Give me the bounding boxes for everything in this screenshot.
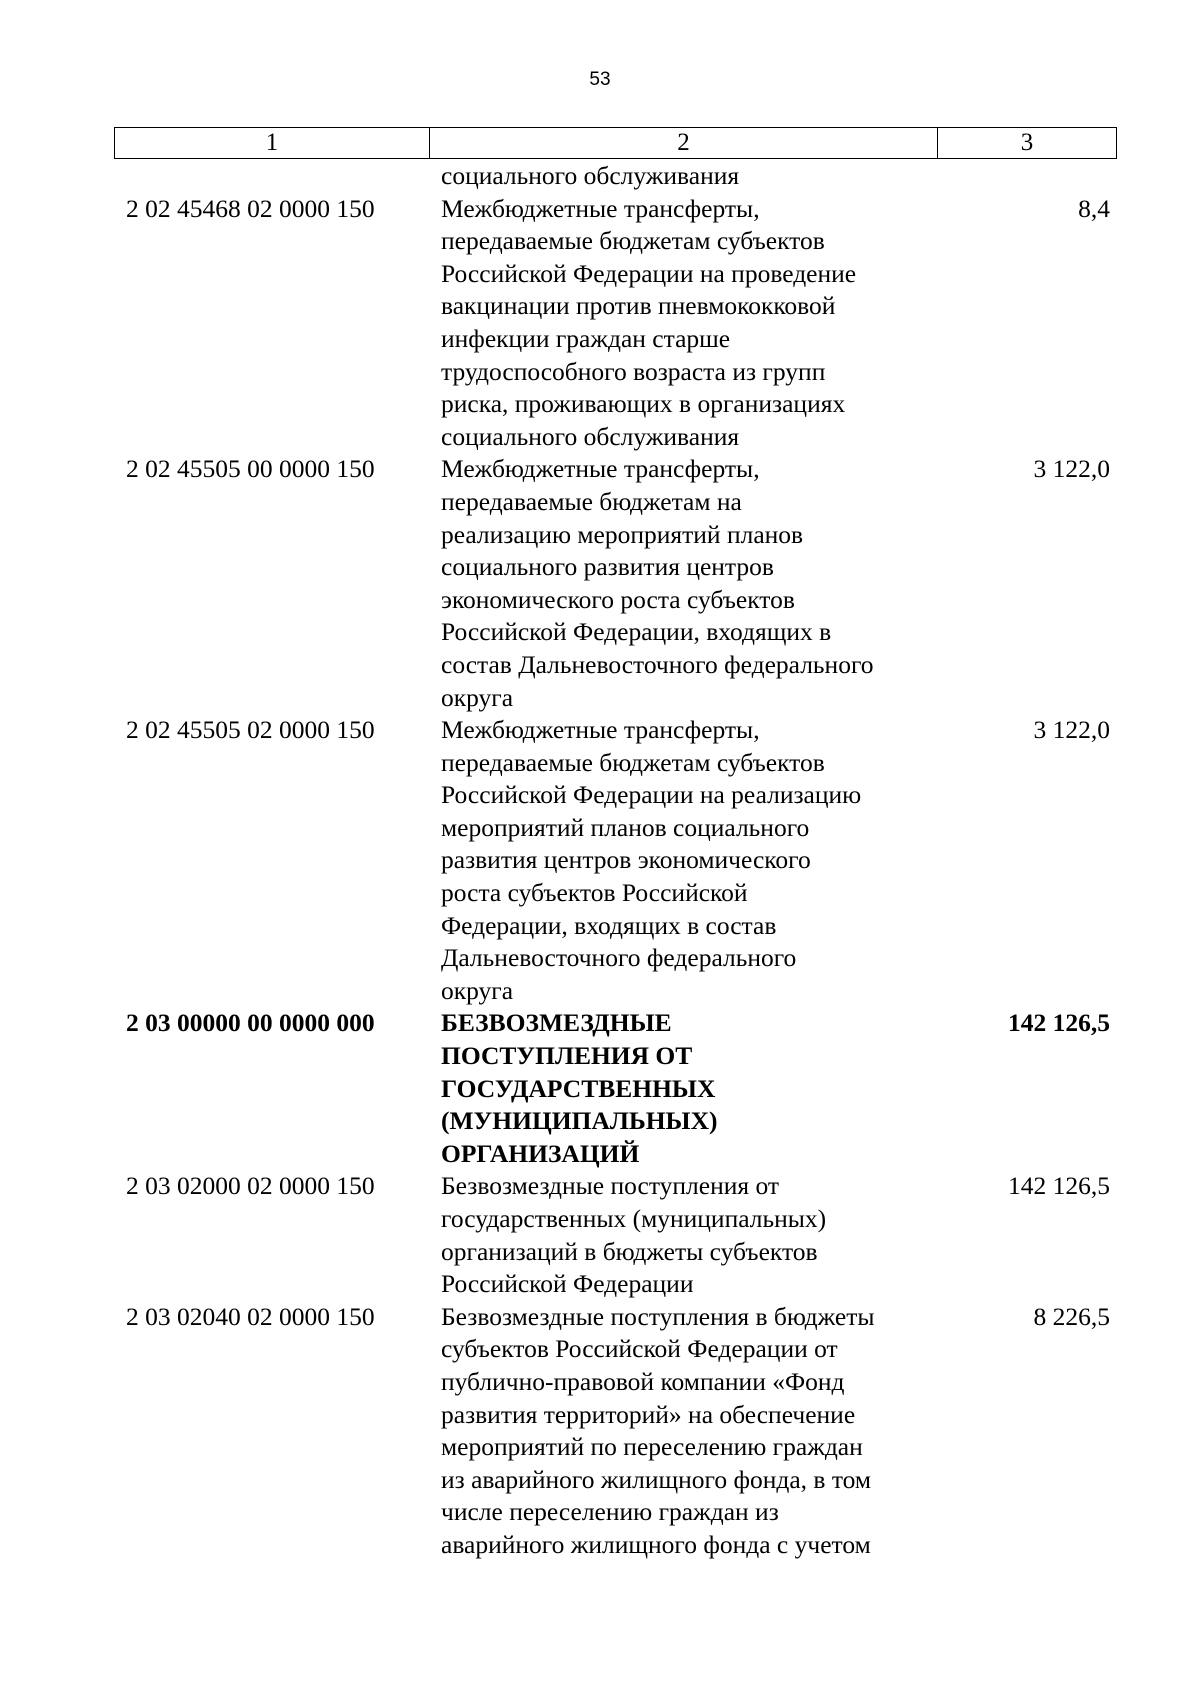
row-amount: 142 126,5 [1008,1008,1110,1038]
row-amount: 3 122,0 [1033,715,1110,745]
row-name-line: организаций в бюджеты субъектов [441,1236,818,1266]
row-code: 2 03 02040 02 0000 150 [126,1301,375,1331]
row-name-line: Безвозмездные поступления от [441,1171,780,1201]
row-name-line: Безвозмездные поступления в бюджеты [441,1301,875,1331]
row-name-line: мероприятий планов социального [441,812,810,842]
row-name-line: риска, проживающих в организациях [441,389,846,419]
row-name-line: БЕЗВОЗМЕЗДНЫЕ [441,1008,672,1038]
table-row [114,193,1117,454]
page-number: 53 [589,69,611,90]
row-name [429,1170,937,1300]
row-name-line: Дальневосточного федерального [441,943,797,973]
row-amount: 8 226,5 [1033,1301,1110,1331]
row-code: 2 02 45505 02 0000 150 [126,715,375,745]
row-code: 2 03 02000 02 0000 150 [126,1171,375,1201]
row-code [114,160,429,193]
row-name-line: роста субъектов Российской [441,878,748,908]
header-col-3: 3 [1020,129,1034,156]
row-code: 2 02 45505 00 0000 150 [126,454,375,484]
row-name-line: ГОСУДАРСТВЕННЫХ [441,1073,716,1103]
header-col-2: 2 [430,128,938,158]
row-name-line: передаваемые бюджетам субъектов [441,747,825,777]
row-name-line: числе переселению граждан из [441,1497,779,1527]
row-name [429,1301,937,1562]
row-name-line: ПОСТУПЛЕНИЯ ОТ [441,1041,693,1071]
row-name-line: государственных (муниципальных) [441,1204,827,1233]
table-row [114,453,1117,714]
row-name-line: социального обслуживания [441,161,740,190]
row-name-line: реализацию мероприятий планов [441,519,804,549]
row-name-line: субъектов Российской Федерации от [441,1334,838,1364]
row-amount: 8,4 [1078,193,1110,223]
row-name-line: публично-правовой компании «Фонд [441,1366,845,1396]
row-name-line: (МУНИЦИПАЛЬНЫХ) [441,1106,718,1136]
header-col-1: 1 [115,128,430,158]
table-row [114,714,1117,1007]
row-name [429,714,937,1007]
row-name-line: инфекции граждан старше [441,323,731,353]
row-name-line: передаваемые бюджетам субъектов [441,226,825,256]
row-name [429,160,937,193]
table-row [114,1007,1117,1170]
row-name-line: Российской Федерации на проведение [441,258,857,288]
table-row [114,160,1117,193]
row-name-line: развития центров экономического [441,845,811,875]
table-row [114,1170,1117,1300]
table-row [114,1301,1117,1562]
row-name [429,193,937,454]
row-name-line: Федерации, входящих в состав [441,910,777,940]
row-name-line: Российской Федерации, входящих в [441,617,832,647]
row-name [429,453,937,714]
row-name-line: округа [441,975,514,1005]
row-name-line: округа [441,682,514,712]
row-code: 2 03 00000 00 0000 000 [126,1008,375,1038]
row-name-line: Межбюджетные трансферты, [441,715,760,745]
row-name-line: состав Дальневосточного федерального [441,649,874,679]
row-name-line: вакцинации против пневмококковой [441,291,836,321]
row-name-line: ОРГАНИЗАЦИЙ [441,1138,640,1168]
row-amount: 142 126,5 [1008,1171,1110,1201]
row-code: 2 02 45468 02 0000 150 [126,193,375,223]
row-name-line: из аварийного жилищного фонда, в том [441,1464,872,1494]
row-name-line: Российской Федерации на реализацию [441,780,862,810]
row-name-line: трудоспособного возраста из групп [441,356,826,386]
row-amount [937,160,1117,193]
row-name-line: аварийного жилищного фонда с учетом [441,1529,871,1559]
row-name-line: Межбюджетные трансферты, [441,454,760,484]
row-name [429,1007,937,1170]
row-name-line: Межбюджетные трансферты, [441,193,760,223]
row-amount: 3 122,0 [1033,454,1110,484]
row-name-line: развития территорий» на обеспечение [441,1399,856,1429]
row-name-line: мероприятий по переселению граждан [441,1432,863,1462]
table-header [114,127,1117,159]
row-name-line: Российской Федерации [441,1269,694,1299]
row-name-line: экономического роста субъектов [441,584,795,614]
row-name-line: социального обслуживания [441,421,740,451]
row-name-line: передаваемые бюджетам на [441,486,742,516]
table-body [114,160,1117,1562]
row-name-line: социального развития центров [441,552,774,582]
